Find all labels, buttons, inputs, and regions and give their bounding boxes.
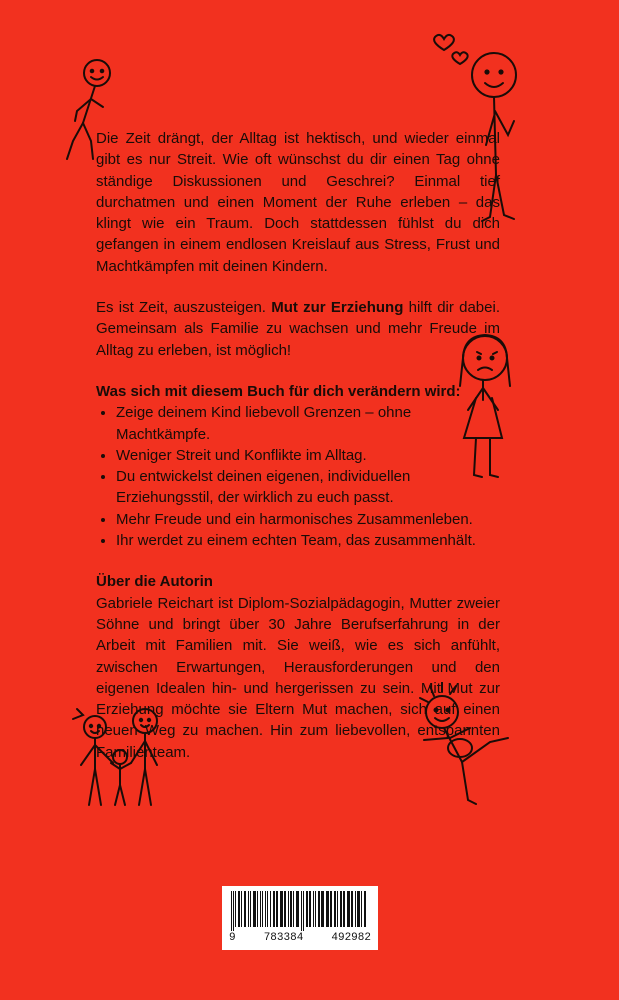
barcode-bar [267, 891, 268, 927]
barcode-bar [253, 891, 256, 927]
barcode-bar [313, 891, 314, 927]
barcode-bar [334, 891, 336, 927]
barcode-bar [343, 891, 345, 927]
barcode-bar [340, 891, 342, 927]
barcode-bar [238, 891, 240, 927]
barcode-bar [276, 891, 278, 927]
barcode-bar [296, 891, 299, 927]
barcode-bar [301, 891, 302, 931]
benefit-item: • Du entwickelst deinen eigenen, individuellen Erziehungsstil, der wirklich zu euch passt. [116, 466, 500, 509]
barcode-bar [306, 891, 308, 927]
barcode-lead-digit: 9 [229, 932, 236, 944]
barcode-bar [330, 891, 332, 927]
barcode-bar [273, 891, 275, 927]
barcode-bar [293, 891, 294, 927]
barcode-bar [361, 891, 362, 927]
author-heading: Über die Autorin [96, 573, 213, 591]
author-bio: Gabriele Reichart ist Diplom-Sozialpädagogin, Mutter zweier Söhne und bringt über 30 Jahre Berufserfahrung in der Arbeit mit Familien mit. Sie weiß, wie es sich anfühlt, zwischen Erwartungen, Herausforderungen und den eigenen Idealen hin- und hergerissen zu sein. Mit Mut zur Erziehung möchte sie Eltern Mut machen, sich auf einen neuen Weg zu machen. Hin zum liebevollen, entspannten Familienteam. [96, 594, 500, 761]
barcode-bar [265, 891, 266, 927]
barcode-bar [347, 891, 350, 927]
barcode-bar [318, 891, 320, 927]
barcode-bar [326, 891, 329, 927]
intro-paragraph: Die Zeit drängt, der Alltag ist hektisch, und wieder einmal gibt es nur Streit. Wie oft wünschst du dir einen Tag ohne ständige Diskussionen und Geschrei? Einmal tief durchatmen und einen Moment der Ruhe erleben – das klingt wie ein Traum. Doch stattdessen fühlst du dich gefangen in einem endlosen Kreislauf aus Stress, Frust und Machtkämpfen mit deinen Kindern. [96, 130, 500, 275]
barcode-bar [233, 891, 234, 931]
barcode-bar [284, 891, 286, 927]
barcode-bar [270, 891, 271, 927]
benefit-item: • Zeige deinem Kind liebevoll Grenzen – ohne Machtkämpfe. [116, 402, 500, 445]
barcode-bar [260, 891, 261, 927]
barcode-bar [235, 891, 236, 927]
barcode-bar [250, 891, 251, 927]
benefits-list [96, 402, 500, 551]
barcode-bar [309, 891, 311, 927]
barcode-bar [290, 891, 292, 927]
book-title: Mut zur Erziehung [271, 299, 404, 317]
barcode-bars [229, 891, 371, 931]
benefit-item: • Mehr Freude und ein harmonisches Zusammenleben. [116, 509, 500, 530]
barcode-bar [303, 891, 304, 931]
call-to-action-rest: hilft dir dabei. Gemeinsam als Familie zu wachsen und mehr Freude im Alltag zu erleben, ist möglich! [96, 299, 500, 359]
barcode-right-digits: 492982 [331, 932, 371, 944]
call-to-action-lead: Es ist Zeit, auszusteigen. [96, 299, 272, 317]
barcode-bar [357, 891, 360, 927]
barcode-bar [321, 891, 324, 927]
barcode-bar [288, 891, 289, 927]
barcode-bar [280, 891, 283, 927]
barcode-bar [337, 891, 338, 927]
barcode-bar [315, 891, 316, 927]
barcode-number [229, 932, 371, 944]
isbn-barcode [222, 886, 378, 950]
benefit-item: • Ihr werdet zu einem echten Team, das zusammenhält. [116, 530, 500, 551]
benefits-heading: Was sich mit diesem Buch für dich verändern wird: [96, 382, 461, 400]
barcode-bar [241, 891, 242, 927]
benefit-item: • Weniger Streit und Konflikte im Alltag. [116, 445, 500, 466]
call-to-action-paragraph [96, 297, 500, 361]
barcode-bar [248, 891, 249, 927]
blurb-text [96, 128, 500, 763]
barcode-bar [351, 891, 353, 927]
barcode-bar [231, 891, 232, 931]
barcode-bar [244, 891, 246, 927]
barcode-bar [257, 891, 258, 927]
barcode-left-digits: 783384 [263, 932, 304, 944]
barcode-bar [262, 891, 263, 927]
barcode-bar [364, 891, 366, 927]
barcode-bar [355, 891, 356, 927]
